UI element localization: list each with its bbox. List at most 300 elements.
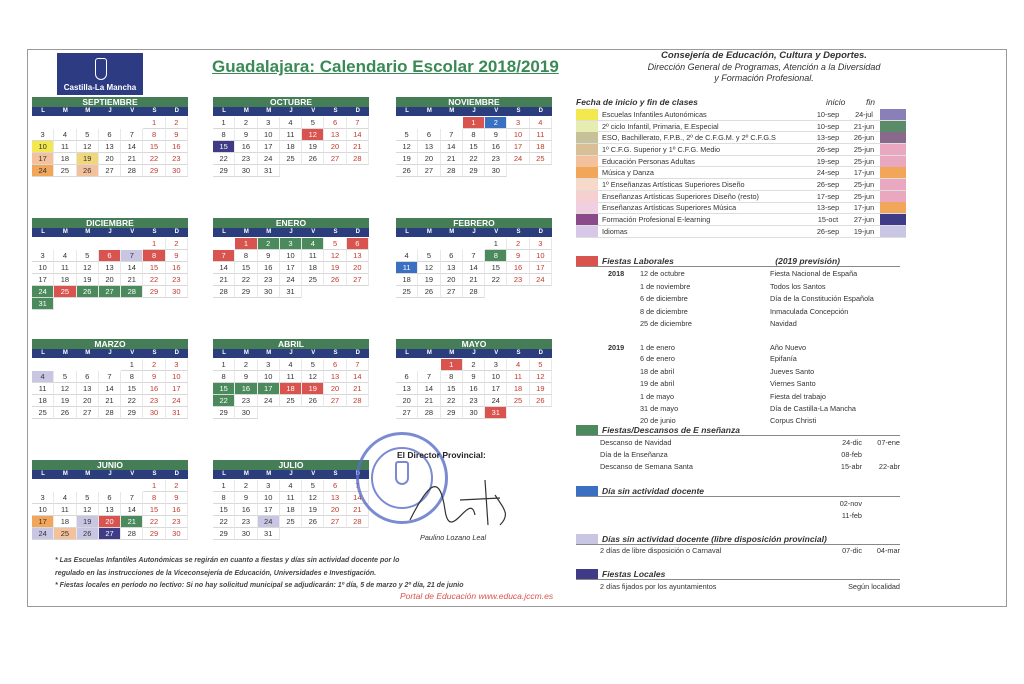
footnote: * Fiestas locales en período no lectivo: Si no hay solicitud municipal se adjudicarán: 1º día, 5 de marzo y 2º día, 21 de junio [55,582,464,589]
weekday-label: S [516,229,521,235]
day-cell: 9 [463,371,485,383]
weekday-label: D [355,350,360,356]
day-cell: 11 [280,129,302,141]
day-cell: 4 [530,117,552,129]
day-cell: 29 [143,286,165,298]
weekday-label: V [130,229,135,235]
day-cell: 15 [121,383,143,395]
day-grid [396,117,552,177]
legend-swatch [576,121,598,132]
day-cell: 20 [441,274,463,286]
legend-fin: 25-jun [853,156,875,166]
weekday-label: L [405,108,409,114]
day-cell: 1 [121,359,143,371]
day-cell: 22 [143,516,165,528]
day-cell: 31 [166,407,188,419]
month-name: FEBRERO [396,218,552,228]
day-cell: 5 [302,480,324,492]
weekday-label: D [538,229,543,235]
day-cell: 18 [54,153,76,165]
day-cell: 27 [99,286,121,298]
signature-title: El Director Provincial: [397,450,486,460]
locales-swatch [576,569,598,579]
day-cell: 7 [99,371,121,383]
month-febrero [396,218,552,298]
day-cell: 21 [347,504,369,516]
legend-label: Enseñanzas Artísticas Superiores Diseño (resto) [602,191,759,201]
day-cell: 9 [258,250,280,262]
weekday-label: M [449,108,455,114]
month-name: MARZO [32,339,188,349]
weekday-label: S [333,350,338,356]
day-cell: 22 [485,274,507,286]
weekday-label: D [355,471,360,477]
day-cell: 25 [280,516,302,528]
day-cell: 27 [396,407,418,419]
month-noviembre [396,97,552,177]
day-cell: 14 [418,383,440,395]
sin-actividad-heading [576,485,900,497]
day-cell: 16 [507,262,529,274]
day-cell: 8 [235,250,257,262]
day-cell: 13 [324,371,346,383]
day-cell: 19 [396,153,418,165]
day-cell: 2 [143,359,165,371]
organization-block [634,50,894,85]
day-cell: 5 [54,371,76,383]
day-cell: 28 [347,516,369,528]
weekday-label: S [152,108,157,114]
day-cell: 19 [302,383,324,395]
fiesta-row: 25 de diciembre Navidad [640,319,797,329]
day-cell: 17 [32,274,54,286]
day-cell: 25 [396,286,418,298]
day-cell: 19 [77,274,99,286]
day-cell: 22 [213,395,235,407]
weekday-header [32,107,188,116]
day-cell: 16 [166,504,188,516]
day-cell: 28 [441,165,463,177]
day-cell: 5 [324,238,346,250]
day-cell: 4 [32,371,54,383]
legend-row [576,132,906,144]
libre-row: 2 días de libre disposición o Carnaval 07-dic 04-mar [600,546,900,555]
day-cell: 13 [99,141,121,153]
legend-row [576,167,906,179]
fiestas-locales-heading [576,568,900,580]
day-cell: 18 [32,395,54,407]
legend-row [576,121,906,133]
weekday-label: J [289,229,293,235]
day-cell: 8 [485,250,507,262]
legend-end-swatch [880,191,906,202]
fiesta-row: 2018 12 de octubre Fiesta Nacional de España [608,269,858,279]
legend-label: ESO, Bachillerato, F.P.B., 2º de C.F.G.M. y 2º C.F.G.S [602,133,776,143]
legend-inicio: 13-sep [816,133,840,143]
day-cell: 6 [324,480,346,492]
footnotes [55,555,555,593]
day-cell: 8 [121,371,143,383]
day-cell: 17 [32,153,54,165]
day-cell: 10 [530,250,552,262]
day-cell: 28 [347,153,369,165]
legend-end-swatch [880,132,906,143]
weekday-label: L [222,350,226,356]
day-cell: 12 [302,129,324,141]
weekday-label: D [174,229,179,235]
weekday-label: V [130,471,135,477]
day-cell: 9 [235,492,257,504]
day-cell: 29 [143,528,165,540]
day-cell: 21 [213,274,235,286]
day-cell: 28 [213,286,235,298]
day-cell: 13 [347,250,369,262]
day-cell: 8 [143,250,165,262]
weekday-label: M [426,229,432,235]
day-cell: 14 [121,504,143,516]
day-cell: 29 [463,165,485,177]
day-cell: 21 [121,274,143,286]
legend-row [576,214,906,226]
day-cell: 11 [54,262,76,274]
signatory-name: Paulino Lozano Leal [420,533,487,542]
day-cell: 1 [143,480,165,492]
day-cell: 3 [485,359,507,371]
day-cell: 31 [280,286,302,298]
weekday-header [32,470,188,479]
weekday-label: M [85,108,91,114]
legend-row [576,109,906,121]
day-cell: 19 [77,153,99,165]
day-cell: 23 [235,395,257,407]
day-cell: 24 [280,274,302,286]
day-cell: 15 [213,141,235,153]
day-cell: 27 [324,395,346,407]
legend-end-swatch [880,226,906,237]
weekday-header [32,349,188,358]
day-cell: 3 [166,359,188,371]
day-cell: 11 [280,371,302,383]
day-cell: 25 [507,395,529,407]
day-cell: 18 [54,274,76,286]
legend-row [576,226,906,238]
day-cell: 8 [463,129,485,141]
month-name: SEPTIEMBRE [32,97,188,107]
day-cell: 28 [121,528,143,540]
legend-end-swatch [880,121,906,132]
weekday-label: M [62,471,68,477]
day-cell: 12 [77,504,99,516]
day-cell: 10 [258,129,280,141]
day-cell: 29 [213,407,235,419]
day-cell: 29 [235,286,257,298]
day-cell: 12 [302,492,324,504]
weekday-label: L [405,229,409,235]
day-cell: 27 [441,286,463,298]
day-cell: 6 [324,359,346,371]
day-cell: 30 [166,286,188,298]
fiesta-row: 8 de diciembre Inmaculada Concepción [640,307,849,317]
day-cell: 10 [32,262,54,274]
day-cell: 19 [530,383,552,395]
legend-inicio: 17-sep [816,191,840,201]
day-cell: 14 [121,262,143,274]
weekday-header [396,107,552,116]
day-cell: 10 [280,250,302,262]
month-abril [213,339,369,419]
day-cell: 9 [235,129,257,141]
weekday-label: V [130,108,135,114]
day-cell: 20 [99,516,121,528]
day-cell: 20 [396,395,418,407]
day-cell: 22 [213,516,235,528]
weekday-label: J [108,350,112,356]
org-line: Dirección General de Programas, Atención a la Diversidad [647,61,881,72]
day-cell: 24 [258,395,280,407]
weekday-label: J [472,229,476,235]
day-cell: 16 [235,504,257,516]
day-cell: 5 [77,250,99,262]
day-cell: 25 [280,395,302,407]
day-cell: 29 [213,528,235,540]
weekday-label: M [449,350,455,356]
month-name: MAYO [396,339,552,349]
day-cell: 31 [258,528,280,540]
weekday-label: V [494,108,499,114]
day-cell: 26 [77,165,99,177]
day-cell: 9 [485,129,507,141]
legend-inicio: 13-sep [816,203,840,213]
weekday-label: V [311,350,316,356]
day-cell: 23 [166,274,188,286]
day-cell: 9 [166,250,188,262]
day-cell: 16 [166,262,188,274]
legend-end-swatch [880,214,906,225]
day-cell: 7 [347,117,369,129]
org-line: y Formación Profesional. [714,73,814,83]
day-cell: 25 [530,153,552,165]
legend-swatch [576,191,598,202]
portal-link[interactable]: Portal de Educación www.educa.jccm.es [400,591,554,601]
weekday-header [213,107,369,116]
footnote: * Las Escuelas Infantiles Autonómicas se regirán en cuanto a fiestas y días sin actividad docente por lo [55,557,400,564]
day-cell: 4 [54,492,76,504]
day-cell: 20 [418,153,440,165]
day-cell: 17 [507,141,529,153]
day-cell: 14 [213,262,235,274]
month-junio [32,460,188,540]
day-cell: 11 [54,141,76,153]
fiesta-row: 20 de junio Corpus Christi [640,416,817,426]
day-cell: 25 [280,153,302,165]
day-cell: 26 [302,153,324,165]
legend-swatch [576,144,598,155]
legend-label: 1º C.F.G. Superior y 1º C.F.G. Medio [602,144,721,154]
day-cell: 16 [143,383,165,395]
day-cell: 7 [121,250,143,262]
day-cell: 20 [324,504,346,516]
legend-label: Música y Danza [602,168,654,178]
day-cell: 18 [302,262,324,274]
day-cell: 26 [54,407,76,419]
day-cell: 8 [213,129,235,141]
day-cell: 3 [258,359,280,371]
weekday-label: L [41,108,45,114]
day-cell: 14 [441,141,463,153]
legend-swatch [576,202,598,213]
day-cell: 5 [530,359,552,371]
legend-inicio: 19-sep [816,156,840,166]
day-cell: 24 [32,286,54,298]
locales-row: 2 días fijados por los ayuntamientos Según localidad [600,582,900,591]
day-cell: 30 [166,165,188,177]
day-cell: 6 [324,117,346,129]
day-cell: 28 [121,165,143,177]
fiesta-row: 1 de mayo Fiesta del trabajo [640,392,826,402]
legend-inicio: 26-sep [816,226,840,236]
weekday-label: J [108,471,112,477]
weekday-label: M [266,350,272,356]
day-cell: 20 [77,395,99,407]
day-grid [213,480,369,540]
day-cell: 24 [507,153,529,165]
day-cell: 28 [347,395,369,407]
day-cell: 27 [324,153,346,165]
day-cell: 5 [77,129,99,141]
day-cell: 24 [485,395,507,407]
footnote: regulado en las instrucciones de la Viceconsejería de Educación, Universidades e Investigación. [55,569,377,577]
descansos-title: Fiestas/Descansos de E nseñanza [602,424,740,435]
day-cell: 6 [347,238,369,250]
weekday-label: L [222,108,226,114]
day-cell: 2 [485,117,507,129]
legend-inicio: 15-oct [817,215,839,225]
day-cell: 29 [441,407,463,419]
day-cell: 8 [143,492,165,504]
fiesta-row: 2019 1 de enero Año Nuevo [608,343,807,353]
day-cell: 3 [32,129,54,141]
weekday-label: J [289,471,293,477]
libre-title: Días sin actividad docente (libre disposición provincial) [602,533,827,544]
day-cell: 22 [441,395,463,407]
day-cell: 27 [99,165,121,177]
day-cell: 8 [143,129,165,141]
day-cell: 27 [77,407,99,419]
day-cell: 12 [396,141,418,153]
weekday-label: S [152,350,157,356]
day-cell: 2 [235,359,257,371]
day-cell: 3 [32,492,54,504]
day-cell: 1 [213,117,235,129]
month-diciembre [32,218,188,310]
day-cell: 14 [99,383,121,395]
fiestas-title: Fiestas Laborales [602,255,674,266]
day-cell: 30 [166,528,188,540]
day-cell: 12 [302,371,324,383]
day-cell: 8 [213,371,235,383]
day-cell: 11 [396,262,418,274]
day-cell: 19 [302,141,324,153]
weekday-label: D [355,108,360,114]
legend-fin: 24-jul [855,109,873,119]
weekday-label: M [266,471,272,477]
month-octubre [213,97,369,177]
legend-end-swatch [880,156,906,167]
legend-row [576,156,906,168]
day-cell: 27 [324,516,346,528]
weekday-header [32,228,188,237]
day-cell: 1 [463,117,485,129]
day-cell: 21 [99,395,121,407]
legend-inicio: 26-sep [816,144,840,154]
legend-label: 2º ciclo Infantil, Primaria, E.Especial [602,121,719,131]
day-grid [213,238,369,298]
day-cell: 15 [143,504,165,516]
legend-inicio: 24-sep [816,168,840,178]
day-cell: 13 [441,262,463,274]
day-cell: 22 [143,153,165,165]
descanso-row: Descanso de Navidad 24-dic 07-ene [600,438,900,447]
weekday-label: J [108,229,112,235]
month-enero [213,218,369,298]
day-cell: 6 [418,129,440,141]
legend-label: Formación Profesional E-learning [602,215,711,225]
weekday-label: J [289,350,293,356]
legend-end-swatch [880,144,906,155]
sin-actividad-row: 02-nov [839,499,862,508]
weekday-label: J [472,108,476,114]
weekday-header [396,228,552,237]
day-cell: 15 [143,262,165,274]
legend-swatch [576,167,598,178]
weekday-label: M [85,471,91,477]
day-cell: 3 [530,238,552,250]
day-cell: 5 [396,129,418,141]
day-cell: 22 [143,274,165,286]
day-grid [32,480,188,540]
weekday-label: D [538,108,543,114]
day-cell: 15 [143,141,165,153]
day-cell: 20 [99,274,121,286]
day-cell: 7 [213,250,235,262]
day-cell: 18 [507,383,529,395]
day-cell: 24 [530,274,552,286]
day-cell: 12 [77,262,99,274]
legend-col-inicio: inicio [826,97,846,107]
day-cell: 6 [77,371,99,383]
month-name: OCTUBRE [213,97,369,107]
fiesta-row: 18 de abril Jueves Santo [640,367,815,377]
fiestas-swatch [576,256,598,266]
day-cell: 16 [463,383,485,395]
day-cell: 17 [280,262,302,274]
weekday-label: M [243,471,249,477]
weekday-label: D [355,229,360,235]
day-cell: 10 [258,371,280,383]
day-cell: 1 [235,238,257,250]
day-cell: 23 [166,153,188,165]
day-cell: 15 [213,504,235,516]
org-line: Consejería de Educación, Cultura y Deportes. [661,50,867,61]
day-cell: 1 [441,359,463,371]
day-cell: 10 [485,371,507,383]
legend-swatch [576,132,598,143]
weekday-label: M [266,108,272,114]
day-cell: 4 [54,129,76,141]
day-cell: 16 [258,262,280,274]
day-cell: 10 [166,371,188,383]
day-cell: 21 [441,153,463,165]
